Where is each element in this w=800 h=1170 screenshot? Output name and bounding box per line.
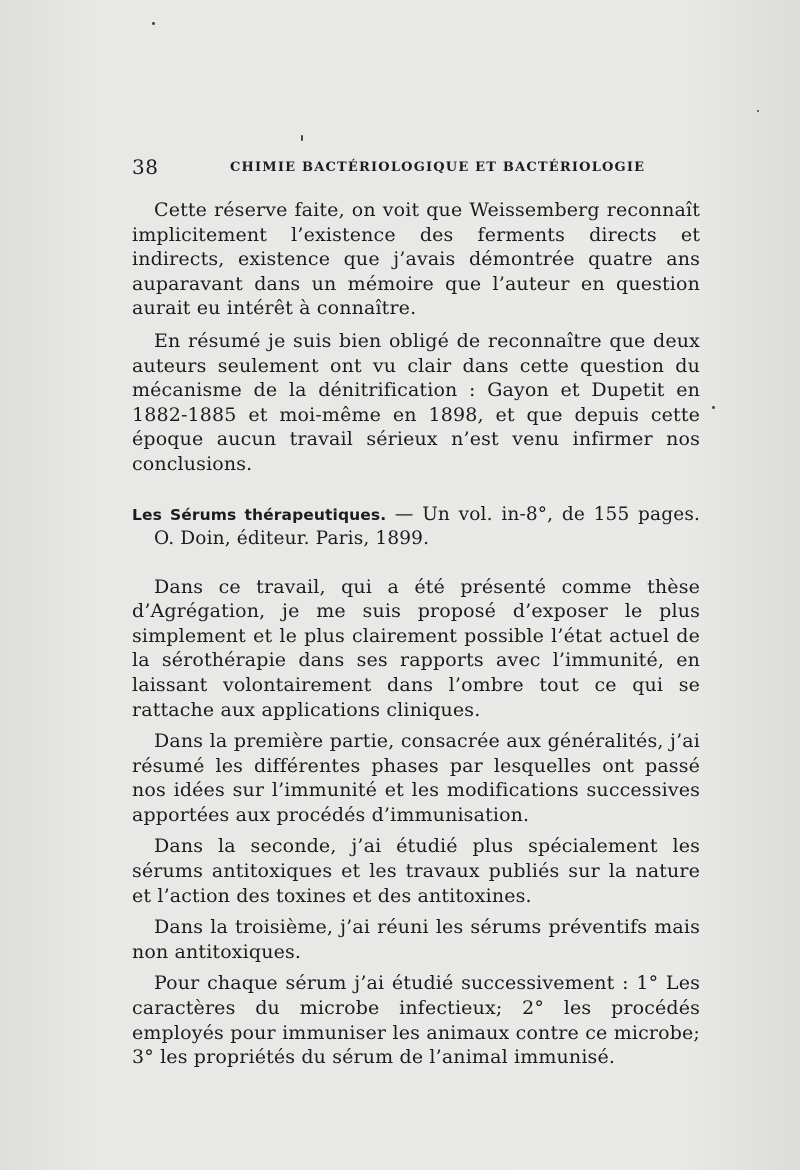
- reference-title: Les Sérums thérapeutiques.: [132, 505, 387, 524]
- paper-speck: [757, 110, 759, 112]
- paragraph: Cette réserve faite, on voit que Weissemberg reconnaît implicitement l’existence des ferments directs et indirects, existence que j’avais démontrée quatre ans auparavant dans un mémoire que l’auteur en question aurait eu intérêt à connaître.: [132, 199, 700, 320]
- running-title: CHIMIE BACTÉRIOLOGIQUE ET BACTÉRIOLOGIE: [230, 160, 646, 175]
- paragraph: Pour chaque sérum j’ai étudié successivement : 1° Les caractères du microbe infectieux; 2° les procédés employés pour immuniser les animaux contre ce microbe; 3° les propriétés du sérum de l’animal immunisé.: [132, 972, 700, 1069]
- paper-speck: [301, 135, 303, 141]
- paragraph: Dans ce travail, qui a été présenté comme thèse d’Agrégation, je me suis proposé d’exposer le plus simplement et le plus clairement possible l’état actuel de la sérothérapie dans ses rapports avec l’immunité, en laissant volontairement dans l’ombre tout ce qui se rattache aux applications cliniques.: [132, 575, 700, 721]
- paper-speck: [712, 406, 715, 409]
- paragraph: Dans la première partie, consacrée aux généralités, j’ai résumé les différentes phases par lesquelles ont passé nos idées sur l’immunité et les modifications successives apportées aux procédés d’immunisation.: [132, 730, 700, 826]
- bibliographic-reference: [132, 503, 700, 551]
- page-number: 38: [132, 155, 159, 179]
- paragraph: Dans la troisième, j’ai réuni les sérums préventifs mais non antitoxiques.: [132, 916, 700, 963]
- page-header: [132, 155, 702, 183]
- body-text: [132, 198, 700, 1070]
- paper-speck: [152, 22, 155, 25]
- paragraph: Dans la seconde, j’ai étudié plus spécialement les sérums antitoxiques et les travaux publiés sur la nature et l’action des toxines et des antitoxines.: [132, 835, 700, 907]
- reference-details: — Un vol. in-8°, de 155 pages. O. Doin, éditeur. Paris, 1899.: [154, 503, 700, 549]
- paragraph: En résumé je suis bien obligé de reconnaître que deux auteurs seulement ont vu clair dans cette question du mécanisme de la dénitrification : Gayon et Dupetit en 1882-1885 et moi-même en 1898, et que depuis cette époque aucun travail sérieux n’est venu infirmer nos conclusions.: [132, 329, 700, 475]
